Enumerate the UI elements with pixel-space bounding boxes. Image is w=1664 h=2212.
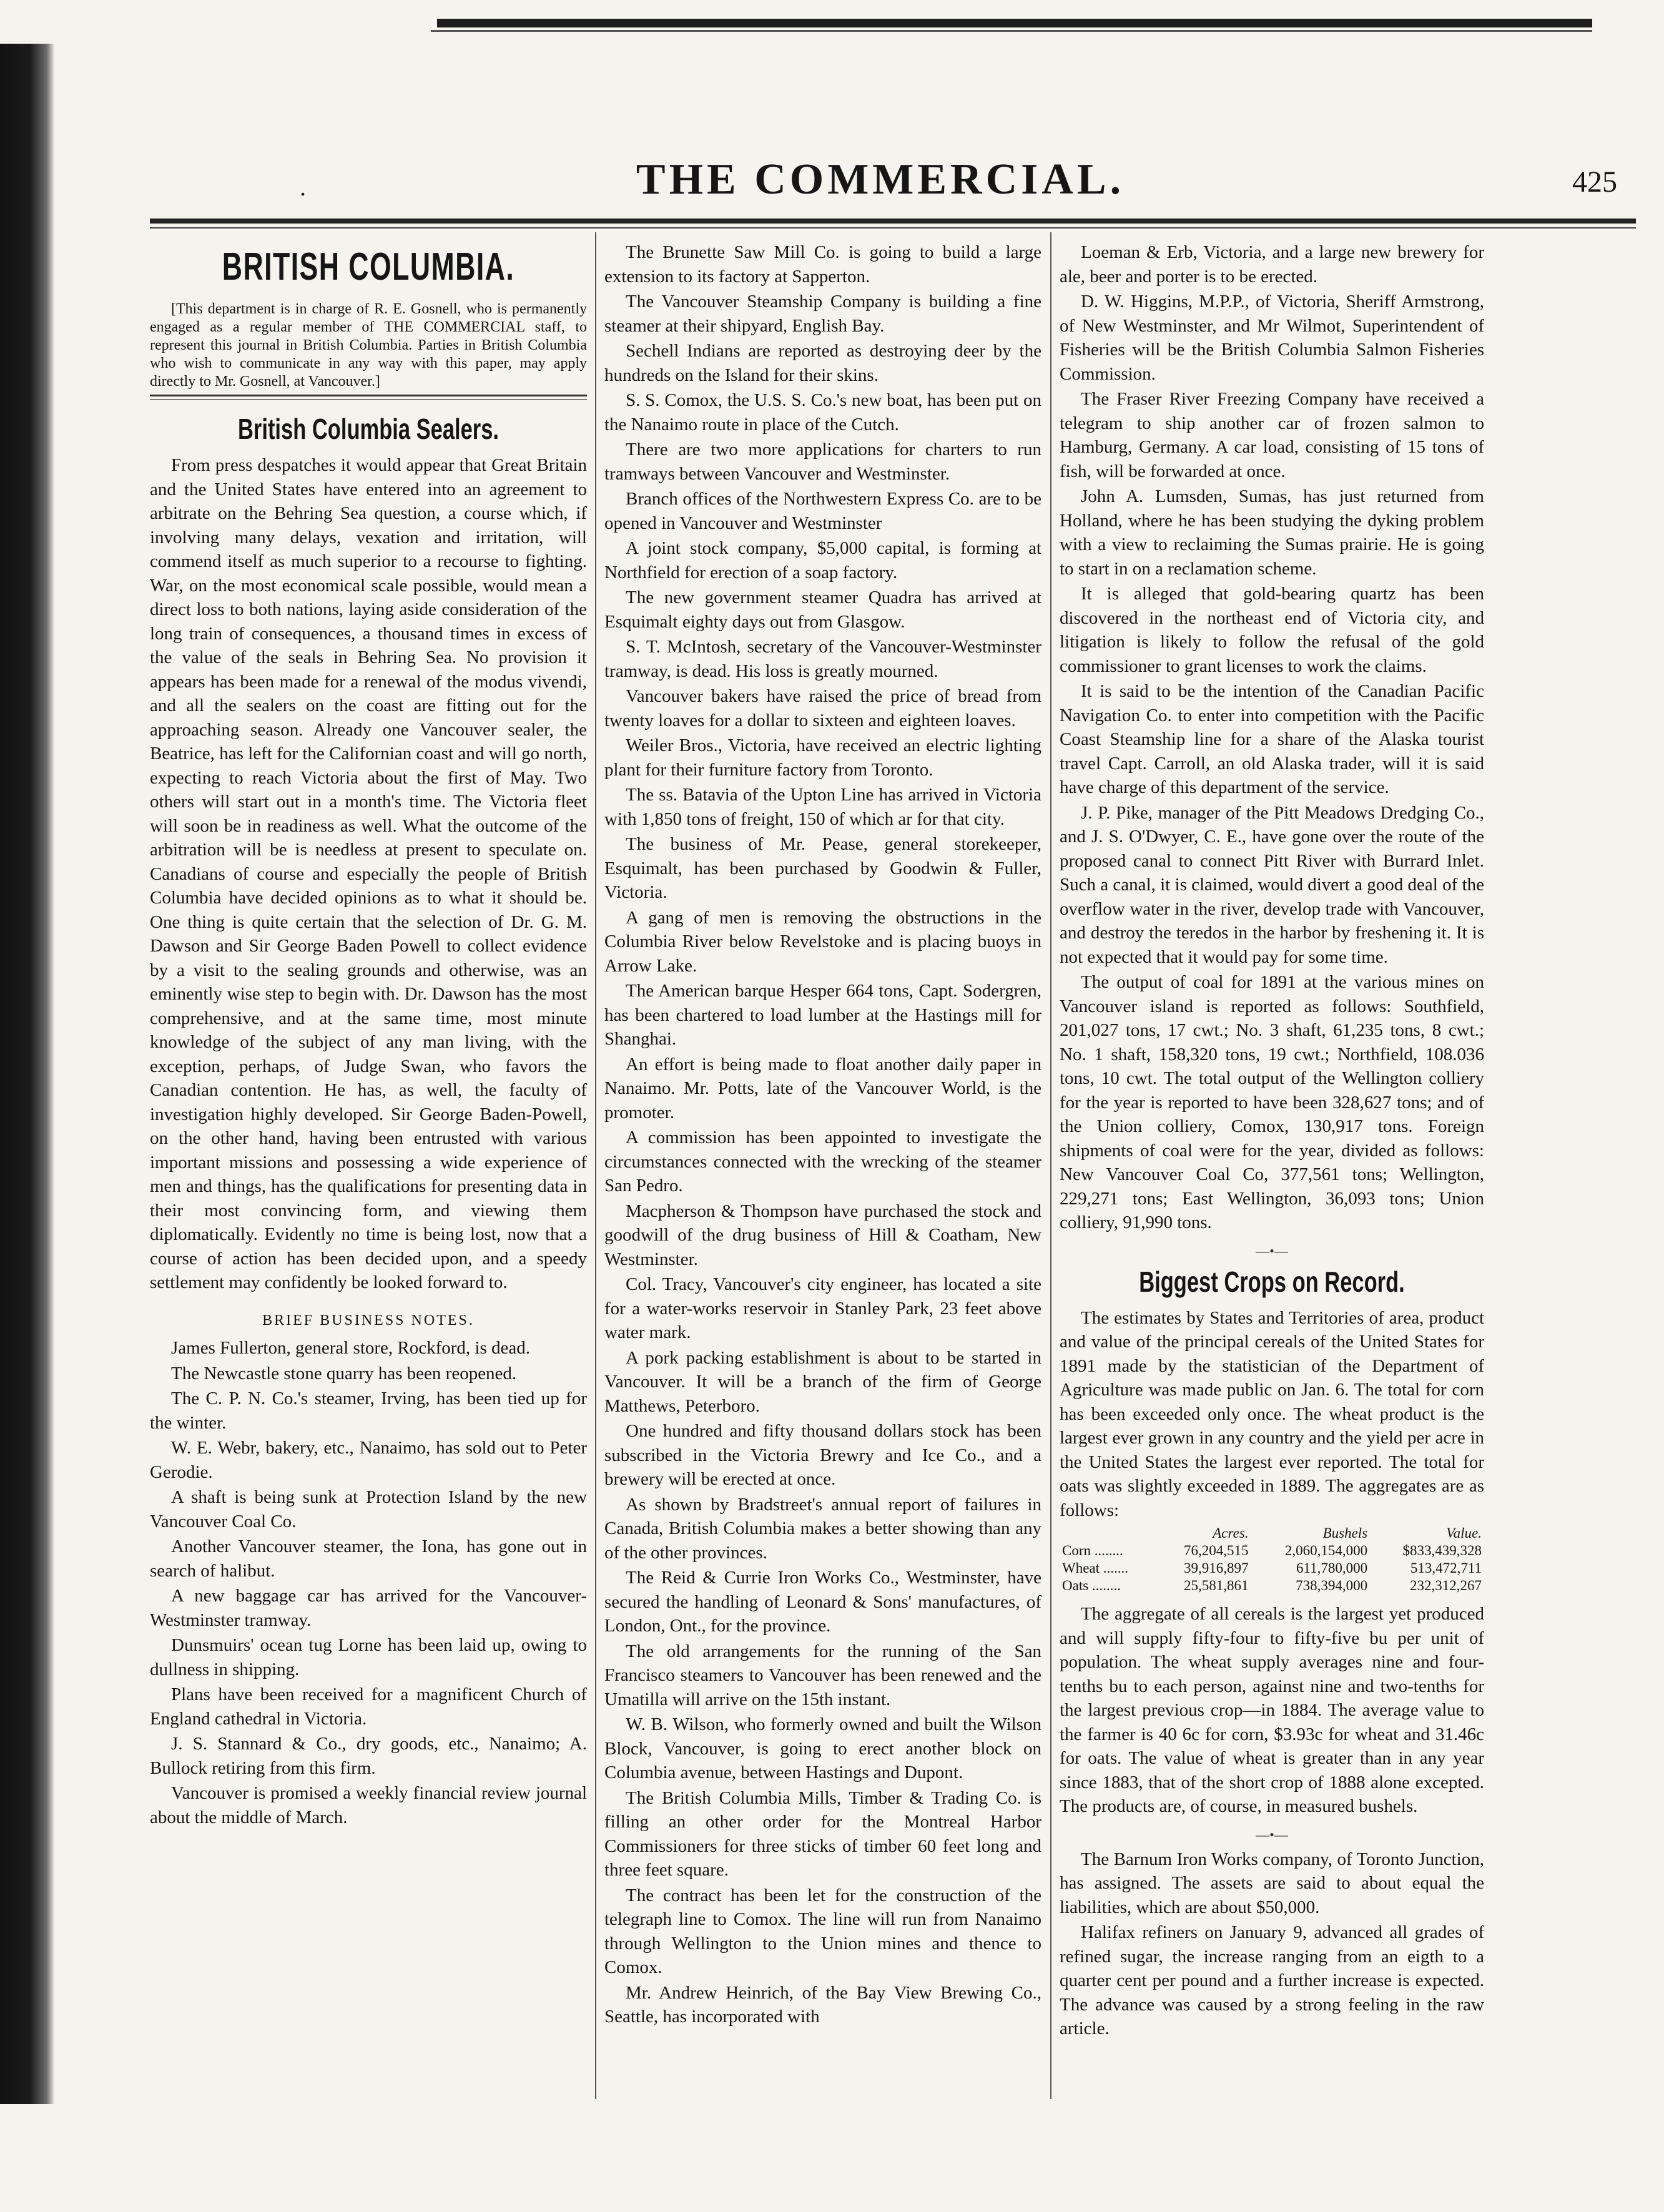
note-item: Plans have been received for a magnificent Church of England cathedral in Victoria. <box>150 1684 587 1729</box>
table-cell: 76,204,515 <box>1184 1543 1249 1558</box>
note-item: W. E. Webr, bakery, etc., Nanaimo, has sold out to Peter Gerodie. <box>150 1438 587 1482</box>
news-item: Halifax refiners on January 9, advanced all grades of refined sugar, the increase ranging from an eigth to a quarter cent per pound and a further increase is expected. The advance was caused by a strong feeling in the raw article. <box>1060 1922 1484 2038</box>
news-item: A pork packing establishment is about to be started in Vancouver. It will be a branch of the firm of George Matthews, Peterboro. <box>604 1347 1041 1416</box>
scanned-page-edge <box>0 44 55 2104</box>
column-1 <box>150 240 587 1831</box>
header-dot: . <box>300 173 306 201</box>
news-item: The ss. Batavia of the Upton Line has arrived in Victoria with 1,850 tons of freight, 150 of which ar for that city. <box>604 785 1041 829</box>
news-item: D. W. Higgins, M.P.P., of Victoria, Sheriff Armstrong, of New Westminster, and Mr Wilmot, Superintendent of Fisheries will be the British Columbia Salmon Fisheries Commission. <box>1060 292 1484 384</box>
news-item: S. S. Comox, the U.S. S. Co.'s new boat, has been put on the Nanaimo route in place of the Cutch. <box>604 390 1041 435</box>
note-item: Another Vancouver steamer, the Iona, has gone out in search of halibut. <box>150 1536 587 1581</box>
header-rule <box>150 219 1636 224</box>
news-item: The Brunette Saw Mill Co. is going to build a large extension to its factory at Sapperton. <box>604 242 1041 287</box>
column-divider <box>595 232 596 2099</box>
brief-notes-heading: BRIEF BUSINESS NOTES. <box>262 1312 475 1329</box>
news-item: The Barnum Iron Works company, of Toronto Junction, has assigned. The assets are said to about equal the liabilities, which are about $50,000. <box>1060 1849 1484 1917</box>
page-number: 425 <box>1572 165 1617 199</box>
table-cell: 2,060,154,000 <box>1284 1543 1368 1558</box>
news-item: The contract has been let for the construction of the telegraph line to Comox. The line will run from Nanaimo through Wellington to the Union mines and thence to Comox. <box>604 1885 1041 1977</box>
table-cell: 232,312,267 <box>1410 1578 1482 1593</box>
coal-output-item: The output of coal for 1891 at the various mines on Vancouver island is reported as follows: Southfield, 201,027 tons, 17 cwt.; No. 3 shaft, 61,235 tons, 8 cwt.; No. 1 shaft, 158,320 tons, 19 cwt.; Northfield, 108.036 tons, 10 cwt. The total output of the Wellington colliery for the year is reported to have been 328,627 tons; and of the Union colliery, Comox, 130,917 tons. Foreign shipments of coal were for the year, divided as follows: New Vancouver Coal Co, 377,561 tons; Wellington, 229,271 tons; East Wellington, 36,093 tons; Union colliery, 91,990 tons. <box>1060 972 1484 1232</box>
note-item: The Newcastle stone quarry has been reopened. <box>171 1363 517 1384</box>
news-item: The British Columbia Mills, Timber & Trading Co. is filling an other order for the Montreal Harbor Commissioners for three sticks of timber 60 feet long and three feet square. <box>604 1787 1041 1880</box>
table-header-cell: Acres. <box>1213 1525 1249 1541</box>
news-item: A commission has been appointed to investigate the circumstances connected with the wrecking of the steamer San Pedro. <box>604 1128 1041 1196</box>
news-item: Vancouver bakers have raised the price of bread from twenty loaves for a dollar to sixteen and eighteen loaves. <box>604 686 1041 730</box>
table-cell: Corn ........ <box>1062 1543 1123 1558</box>
crops-intro: The estimates by States and Territories of area, product and value of the principal cereals of the United States for 1891 made by the statistician of the Department of Agriculture was made public on Jan. 6. The total for corn has been exceeded only once. The wheat product is the largest ever grown in any country and the yield per acre in the United States the largest ever reported. The total for oats was slightly exceeded in 1889. The aggregates are as follows: <box>1060 1307 1484 1520</box>
news-item: Macpherson & Thompson have purchased the stock and goodwill of the drug business of Hill & Coatham, New Westminster. <box>604 1201 1041 1269</box>
news-item: Sechell Indians are reported as destroying deer by the hundreds on the Island for their skins. <box>604 341 1041 385</box>
table-cell: 25,581,861 <box>1184 1578 1249 1593</box>
news-item: It is alleged that gold-bearing quartz has been discovered in the northeast end of Victoria city, and litigation is likely to follow the refusal of the gold commissioner to grant licenses to work the claims. <box>1060 584 1484 676</box>
top-border-rule-thin <box>431 30 1592 32</box>
news-item: The Vancouver Steamship Company is building a fine steamer at their shipyard, English Bay. <box>604 292 1041 336</box>
table-cell: Wheat ....... <box>1062 1560 1129 1576</box>
section-ornament: —•— <box>1256 1242 1288 1259</box>
news-item: A joint stock company, $5,000 capital, is forming at Northfield for erection of a soap factory. <box>604 538 1041 582</box>
note-item: A shaft is being sunk at Protection Island by the new Vancouver Coal Co. <box>150 1487 587 1531</box>
page-header <box>150 155 1636 211</box>
table-header-row <box>1060 1525 1484 1542</box>
table-cell: 611,780,000 <box>1296 1560 1368 1576</box>
table-cell: 513,472,711 <box>1410 1560 1482 1576</box>
news-item: Weiler Bros., Victoria, have received an electric lighting plant for their furniture factory from Toronto. <box>604 735 1041 780</box>
section-rule <box>150 395 587 400</box>
news-item: Mr. Andrew Heinrich, of the Bay View Brewing Co., Seattle, has incorporated with <box>604 1982 1041 2027</box>
table-cell: 39,916,897 <box>1184 1560 1249 1576</box>
news-item: It is said to be the intention of the Canadian Pacific Navigation Co. to enter into competition with the Pacific Coast Steamship line for a share of the Alaska tourist travel Capt. Carroll, an old Alaska trader, will it is said have charge of this department of the service. <box>1060 681 1484 797</box>
news-item: The new government steamer Quadra has arrived at Esquimalt eighty days out from Glasgow. <box>604 587 1041 632</box>
crops-headline: Biggest Crops on Record. <box>1139 1265 1405 1298</box>
table-cell: Oats ........ <box>1062 1578 1121 1593</box>
section-ornament: —•— <box>1256 1826 1288 1842</box>
note-item: A new baggage car has arrived for the Vancouver-Westminster tramway. <box>150 1586 587 1630</box>
news-item: J. P. Pike, manager of the Pitt Meadows Dredging Co., and J. S. O'Dwyer, C. E., have gone over the route of the proposed canal to connect Pitt River with Burrard Inlet. Such a canal, it is claimed, would divert a good deal of the overflow water in the river, develop trade with Vancouver, and destroy the teredos in the harbor by freshening it. It is not expected that it would pay for some time. <box>1060 802 1484 967</box>
table-row <box>1060 1577 1484 1595</box>
news-item: There are two more applications for charters to run tramways between Vancouver and Westminster. <box>604 440 1041 484</box>
news-item: The old arrangements for the running of the San Francisco steamers to Vancouver has been renewed and the Umatilla will arrive on the 15th instant. <box>604 1641 1041 1709</box>
note-item: Vancouver is promised a weekly financial review journal about the middle of March. <box>150 1783 587 1827</box>
masthead-title: THE COMMERCIAL. <box>636 155 1125 204</box>
department-note: [This department is in charge of R. E. Gosnell, who is permanently engaged as a regular member of THE COMMERCIAL staff, to represent this journal in British Columbia. Parties in British Columbia who wish to communicate in any way with this paper, may apply directly to Mr. Gosnell, at Vancouver.] <box>150 301 587 390</box>
news-item: Loeman & Erb, Victoria, and a large new brewery for ale, beer and porter is to be erected. <box>1060 242 1484 287</box>
top-border-rule <box>437 19 1592 27</box>
note-item: James Fullerton, general store, Rockford, is dead. <box>171 1338 531 1358</box>
column-2 <box>604 240 1041 2030</box>
news-item: The Reid & Currie Iron Works Co., Westminster, have secured the handling of Leonard & Sons' manufactures, of London, Ont., for the province. <box>604 1568 1041 1636</box>
table-cell: $833,439,328 <box>1402 1543 1482 1558</box>
note-item: The C. P. N. Co.'s steamer, Irving, has been tied up for the winter. <box>150 1389 587 1433</box>
column-3 <box>1060 240 1484 2042</box>
column-divider <box>1050 232 1051 2099</box>
news-item: The business of Mr. Pease, general storekeeper, Esquimalt, has been purchased by Goodwin & Fuller, Victoria. <box>604 834 1041 902</box>
news-item: John A. Lumsden, Sumas, has just returned from Holland, where he has been studying the dyking problem with a view to reclaiming the Sumas prairie. He is going to start in on a reclamation scheme. <box>1060 486 1484 579</box>
news-item: An effort is being made to float another daily paper in Nanaimo. Mr. Potts, late of the Vancouver World, is the promoter. <box>604 1054 1041 1123</box>
table-row <box>1060 1560 1484 1577</box>
table-row <box>1060 1542 1484 1560</box>
news-item: Col. Tracy, Vancouver's city engineer, has located a site for a water-works reservoir in Stanley Park, 23 feet above water mark. <box>604 1274 1041 1342</box>
table-header-cell <box>1060 1525 1156 1542</box>
table-cell: 738,394,000 <box>1296 1578 1368 1593</box>
crops-summary: The aggregate of all cereals is the largest yet produced and will supply fifty-four to fifty-five bu per unit of population. The wheat supply averages nine and four-tenths bu to each person, against nine and two-tenths for the largest previous crop—in 1884. The average value to the farmer is 40 6c for corn, $3.93c for wheat and 31.46c for oats. The value of wheat is greater than in any year since 1883, that of the short crop of 1888 alone excepted. The products are, of course, in measured bushels. <box>1060 1604 1484 1816</box>
news-item: W. B. Wilson, who formerly owned and built the Wilson Block, Vancouver, is going to erect another block on Columbia avenue, between Hastings and Dupont. <box>604 1714 1041 1782</box>
crops-table <box>1060 1525 1484 1595</box>
sealers-headline: British Columbia Sealers. <box>238 413 499 445</box>
news-item: The American barque Hesper 664 tons, Capt. Sodergren, has been chartered to load lumber at the Hastings mill for Shanghai. <box>604 981 1041 1049</box>
table-header-cell: Bushels <box>1322 1525 1368 1541</box>
note-item: Dunsmuirs' ocean tug Lorne has been laid up, owing to dullness in shipping. <box>150 1635 587 1679</box>
news-item: A gang of men is removing the obstructions in the Columbia River below Revelstoke and is placing buoys in Arrow Lake. <box>604 907 1041 976</box>
table-header-cell: Value. <box>1446 1525 1482 1541</box>
news-item: As shown by Bradstreet's annual report of failures in Canada, British Columbia makes a better showing than any of the other provinces. <box>604 1494 1041 1563</box>
sealers-article: From press despatches it would appear that Great Britain and the United States have entered into an agreement to arbitrate on the Behring Sea question, a course which, if involving many delays, vexation and irritation, will commend itself as much superior to a recourse to fighting. War, on the most economical scale possible, would mean a direct loss to both nations, laying aside consideration of the long train of consequences, a thousand times in excess of the value of the seals in Behring Sea. No provision it appears has been made for a renewal of the modus vivendi, and all the sealers on the coast are fitting out for the approaching season. Already one Vancouver sealer, the Beatrice, has left for the Californian coast and will go north, expecting to reach Victoria about the first of May. Two others will start out in a month's time. The Victoria fleet will soon be in readiness as well. What the outcome of the arbitration will be is needless at present to speculate on. Canadians of course and especially the people of British Columbia have decided opinions as to what it should be. One thing is quite certain that the selection of Dr. G. M. Dawson and Sir George Baden Powell to collect evidence by a visit to the sealing grounds and otherwise, was an eminently wise step to begin with. Dr. Dawson has the most comprehensive, and at the same time, most minute knowledge of the subject of any man living, with the exception, perhaps, of Judge Swan, who favors the Canadian contention. He has, as well, the faculty of investigation highly developed. Sir George Baden-Powell, on the other hand, having been entrusted with various important missions and possessing a wide experience of men and things, has the qualifications for presenting data in their most convincing form, and viewing them diplomatically. Evidently no time is being lost, now that a course of action has been decided upon, and a speedy settlement may confidently be looked forward to. <box>150 455 587 1292</box>
news-item: Branch offices of the Northwestern Express Co. are to be opened in Vancouver and Westminster <box>604 489 1041 533</box>
department-title: BRITISH COLUMBIA. <box>222 245 515 288</box>
note-item: J. S. Stannard & Co., dry goods, etc., Nanaimo; A. Bullock retiring from this firm. <box>150 1734 587 1778</box>
news-item: S. T. McIntosh, secretary of the Vancouver-Westminster tramway, is dead. His loss is greatly mourned. <box>604 637 1041 681</box>
news-item: The Fraser River Freezing Company have received a telegram to ship another car of frozen salmon to Hamburg, Germany. A car load, consisting of 15 tons of fish, will be forwarded at once. <box>1060 389 1484 481</box>
header-rule-thin <box>150 227 1636 229</box>
news-item: One hundred and fifty thousand dollars stock has been subscribed in the Victoria Brewry and Ice Co., and a brewery will be erected at once. <box>604 1421 1041 1489</box>
